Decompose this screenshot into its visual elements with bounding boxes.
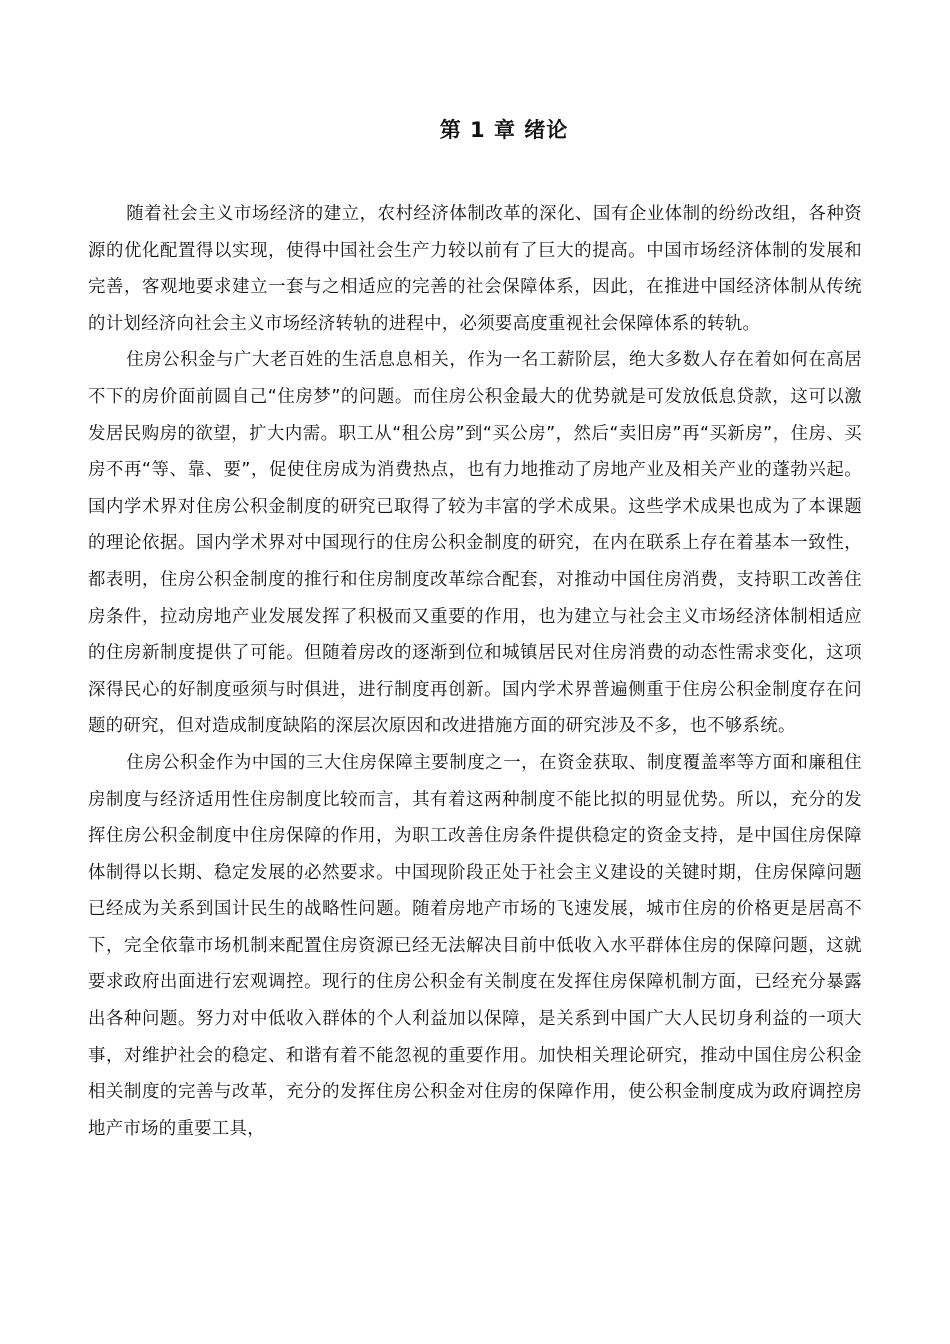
paragraph-3: 住房公积金作为中国的三大住房保障主要制度之一，在资金获取、制度覆盖率等方面和廉租住房制度与经济适用性住房制度比较而言，其有着这两种制度不能比拟的明显优势。所以，充分的发挥住房公积金制度中住房保障的作用，为职工改善住房条件提供稳定的资金支持，是中国住房保障体制得以长期、稳定发展的必然要求。中国现阶段正处于社会主义建设的关键时期，住房保障问题已经成为关系到国计民生的战略性问题。随着房地产市场的飞速发展，城市住房的价格更是居高不下，完全依靠市场机制来配置住房资源已经无法解决目前中低收入水平群体住房的保障问题，这就要求政府出面进行宏观调控。现行的住房公积金有关制度在发挥住房保障机制方面，已经充分暴露出各种问题。努力对中低收入群体的个人利益加以保障，是关系到中国广大人民切身利益的一项大事，对维护社会的稳定、和谐有着不能忽视的重要作用。加快相关理论研究，推动中国住房公积金相关制度的完善与改革，充分的发挥住房公积金对住房的保障作用，使公积金制度成为政府调控房地产市场的重要工具，: [88, 752, 862, 1139]
paragraph-2: 住房公积金与广大老百姓的生活息息相关，作为一名工薪阶层，绝大多数人存在着如何在高居不下的房价面前圆自己“住房梦”的问题。而住房公积金最大的优势就是可发放低息贷款，这可以激发居民购房的欲望，扩大内需。职工从“租公房”到“买公房”，然后“卖旧房”再“买新房”，住房、买房不再“等、靠、要”，促使住房成为消费热点，也有力地推动了房地产业及相关产业的蓬勃兴起。国内学术界对住房公积金制度的研究已取得了较为丰富的学术成果。这些学术成果也成为了本课题的理论依据。国内学术界对中国现行的住房公积金制度的研究，在内在联系上存在着基本一致性，都表明，住房公积金制度的推行和住房制度改革综合配套，对推动中国住房消费，支持职工改善住房条件，拉动房地产业发展发挥了积极而又重要的作用，也为建立与社会主义市场经济体制相适应的住房新制度提供了可能。但随着房改的逐渐到位和城镇居民对住房消费的动态性需求变化，这项深得民心的好制度亟须与时俱进，进行制度再创新。国内学术界普遍侧重于住房公积金制度存在问题的研究，但对造成制度缺陷的深层次原因和改进措施方面的研究涉及不多，也不够系统。: [88, 350, 862, 737]
paragraph-1: 随着社会主义市场经济的建立，农村经济体制改革的深化、国有企业体制的纷纷改组，各种资源的优化配置得以实现，使得中国社会生产力较以前有了巨大的提高。中国市场经济体制的发展和完善，客观地要求建立一套与之相适应的完善的社会保障体系，因此，在推进中国经济体制从传统的计划经济向社会主义市场经济转轨的进程中，必须要高度重视社会保障体系的转轨。: [88, 204, 862, 334]
chapter-title: 第 1 章 绪论: [439, 118, 569, 142]
body-text: [88, 196, 862, 1147]
